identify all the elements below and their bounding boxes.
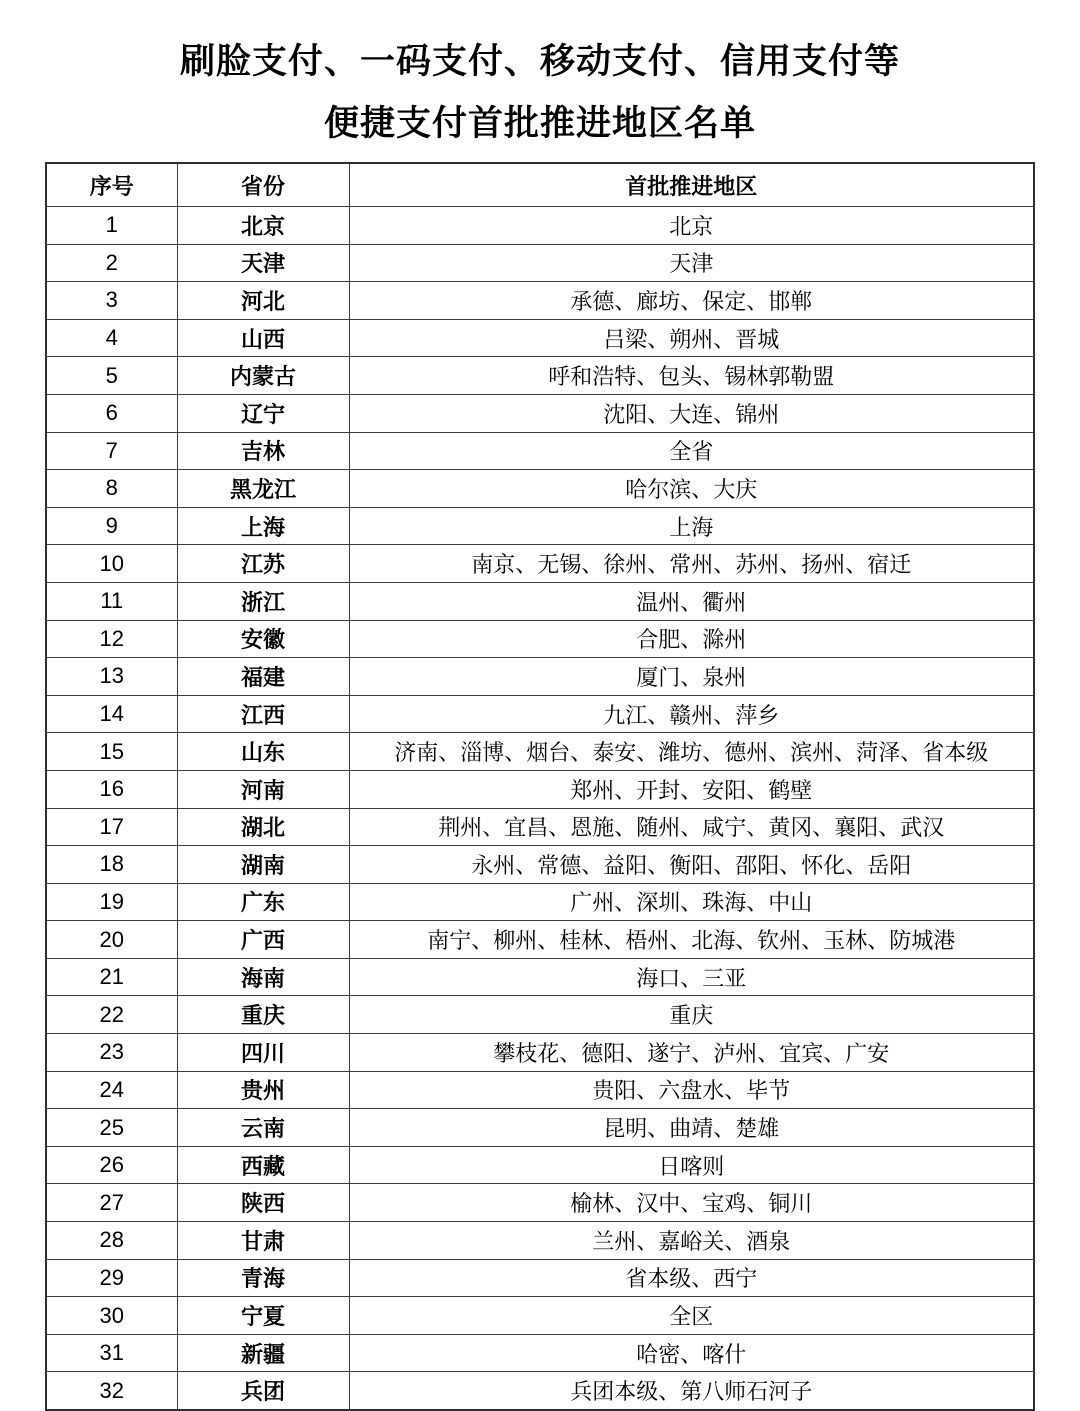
regions-cell: 吕梁、朔州、晋城 [349,319,1034,357]
province-cell: 安徽 [177,620,349,658]
row-number-cell: 10 [46,545,177,583]
regions-cell: 哈密、喀什 [349,1334,1034,1372]
regions-cell: 南宁、柳州、桂林、梧州、北海、钦州、玉林、防城港 [349,921,1034,959]
table-row [46,808,1034,846]
row-number-cell: 7 [46,432,177,470]
table-row [46,1222,1034,1260]
row-number-cell: 29 [46,1259,177,1297]
province-cell: 浙江 [177,582,349,620]
regions-cell: 全区 [349,1297,1034,1335]
regions-cell: 哈尔滨、大庆 [349,470,1034,508]
province-cell: 辽宁 [177,394,349,432]
row-number-cell: 3 [46,282,177,320]
province-cell: 黑龙江 [177,470,349,508]
table-row [46,695,1034,733]
province-cell: 湖南 [177,846,349,884]
table-header-row [46,163,1034,207]
table-row [46,996,1034,1034]
regions-cell: 呼和浩特、包头、锡林郭勒盟 [349,357,1034,395]
row-number-cell: 5 [46,357,177,395]
row-number-cell: 13 [46,658,177,696]
row-number-cell: 18 [46,846,177,884]
province-cell: 湖北 [177,808,349,846]
province-cell: 河北 [177,282,349,320]
province-cell: 云南 [177,1109,349,1147]
province-cell: 山西 [177,319,349,357]
province-cell: 兵团 [177,1372,349,1410]
header-cell-index: 序号 [46,163,177,207]
table-row [46,921,1034,959]
table-row [46,545,1034,583]
table-row [46,770,1034,808]
province-cell: 广东 [177,883,349,921]
table-row [46,1146,1034,1184]
row-number-cell: 16 [46,770,177,808]
regions-cell: 昆明、曲靖、楚雄 [349,1109,1034,1147]
table-row [46,244,1034,282]
row-number-cell: 4 [46,319,177,357]
row-number-cell: 9 [46,507,177,545]
province-cell: 山东 [177,733,349,771]
province-cell: 西藏 [177,1146,349,1184]
row-number-cell: 17 [46,808,177,846]
table-row [46,846,1034,884]
table-row [46,883,1034,921]
row-number-cell: 30 [46,1297,177,1335]
table-body [46,207,1034,1411]
regions-cell: 广州、深圳、珠海、中山 [349,883,1034,921]
row-number-cell: 22 [46,996,177,1034]
regions-cell: 温州、衢州 [349,582,1034,620]
regions-cell: 榆林、汉中、宝鸡、铜川 [349,1184,1034,1222]
table-row [46,1184,1034,1222]
table-row [46,1297,1034,1335]
regions-cell: 天津 [349,244,1034,282]
row-number-cell: 6 [46,394,177,432]
regions-cell: 沈阳、大连、锦州 [349,394,1034,432]
table-row [46,319,1034,357]
province-cell: 内蒙古 [177,357,349,395]
regions-cell: 重庆 [349,996,1034,1034]
table-row [46,582,1034,620]
province-cell: 海南 [177,958,349,996]
province-cell: 江苏 [177,545,349,583]
province-cell: 河南 [177,770,349,808]
row-number-cell: 20 [46,921,177,959]
regions-cell: 九江、赣州、萍乡 [349,695,1034,733]
row-number-cell: 12 [46,620,177,658]
province-cell: 宁夏 [177,1297,349,1335]
row-number-cell: 31 [46,1334,177,1372]
row-number-cell: 1 [46,207,177,245]
regions-cell: 攀枝花、德阳、遂宁、泸州、宜宾、广安 [349,1034,1034,1072]
regions-cell: 全省 [349,432,1034,470]
province-cell: 江西 [177,695,349,733]
regions-cell: 北京 [349,207,1034,245]
table-row [46,207,1034,245]
province-cell: 陕西 [177,1184,349,1222]
regions-cell: 兰州、嘉峪关、酒泉 [349,1222,1034,1260]
row-number-cell: 15 [46,733,177,771]
province-cell: 上海 [177,507,349,545]
table-row [46,1334,1034,1372]
province-cell: 广西 [177,921,349,959]
row-number-cell: 19 [46,883,177,921]
province-cell: 吉林 [177,432,349,470]
regions-cell: 永州、常德、益阳、衡阳、邵阳、怀化、岳阳 [349,846,1034,884]
table-row [46,1034,1034,1072]
row-number-cell: 2 [46,244,177,282]
table-row [46,1109,1034,1147]
province-cell: 甘肃 [177,1222,349,1260]
table-row [46,282,1034,320]
regions-cell: 承德、廊坊、保定、邯郸 [349,282,1034,320]
table-row [46,1071,1034,1109]
row-number-cell: 28 [46,1222,177,1260]
table-row [46,733,1034,771]
table-row [46,1372,1034,1410]
row-number-cell: 14 [46,695,177,733]
row-number-cell: 23 [46,1034,177,1072]
table-row [46,394,1034,432]
regions-cell: 厦门、泉州 [349,658,1034,696]
table-row [46,432,1034,470]
table-row [46,470,1034,508]
row-number-cell: 27 [46,1184,177,1222]
row-number-cell: 8 [46,470,177,508]
province-cell: 新疆 [177,1334,349,1372]
table-row [46,658,1034,696]
regions-table [45,162,1035,1411]
regions-cell: 合肥、滁州 [349,620,1034,658]
row-number-cell: 21 [46,958,177,996]
regions-cell: 郑州、开封、安阳、鹤壁 [349,770,1034,808]
regions-cell: 南京、无锡、徐州、常州、苏州、扬州、宿迁 [349,545,1034,583]
document-title-line2: 便捷支付首批推进地区名单 [323,104,756,143]
table-row [46,1259,1034,1297]
province-cell: 北京 [177,207,349,245]
province-cell: 四川 [177,1034,349,1072]
row-number-cell: 26 [46,1146,177,1184]
header-cell-province: 省份 [177,163,349,207]
regions-cell: 省本级、西宁 [349,1259,1034,1297]
row-number-cell: 32 [46,1372,177,1410]
regions-cell: 济南、淄博、烟台、泰安、潍坊、德州、滨州、菏泽、省本级 [349,733,1034,771]
regions-cell: 贵阳、六盘水、毕节 [349,1071,1034,1109]
regions-cell: 海口、三亚 [349,958,1034,996]
regions-cell: 荆州、宜昌、恩施、随州、咸宁、黄冈、襄阳、武汉 [349,808,1034,846]
regions-cell: 上海 [349,507,1034,545]
row-number-cell: 25 [46,1109,177,1147]
table-row [46,357,1034,395]
header-cell-regions: 首批推进地区 [349,163,1034,207]
table-row [46,958,1034,996]
document-title-line1: 刷脸支付、一码支付、移动支付、信用支付等 [179,42,900,81]
province-cell: 福建 [177,658,349,696]
regions-cell: 日喀则 [349,1146,1034,1184]
province-cell: 重庆 [177,996,349,1034]
table-row [46,620,1034,658]
regions-cell: 兵团本级、第八师石河子 [349,1372,1034,1410]
row-number-cell: 24 [46,1071,177,1109]
row-number-cell: 11 [46,582,177,620]
province-cell: 青海 [177,1259,349,1297]
table-row [46,507,1034,545]
province-cell: 贵州 [177,1071,349,1109]
province-cell: 天津 [177,244,349,282]
